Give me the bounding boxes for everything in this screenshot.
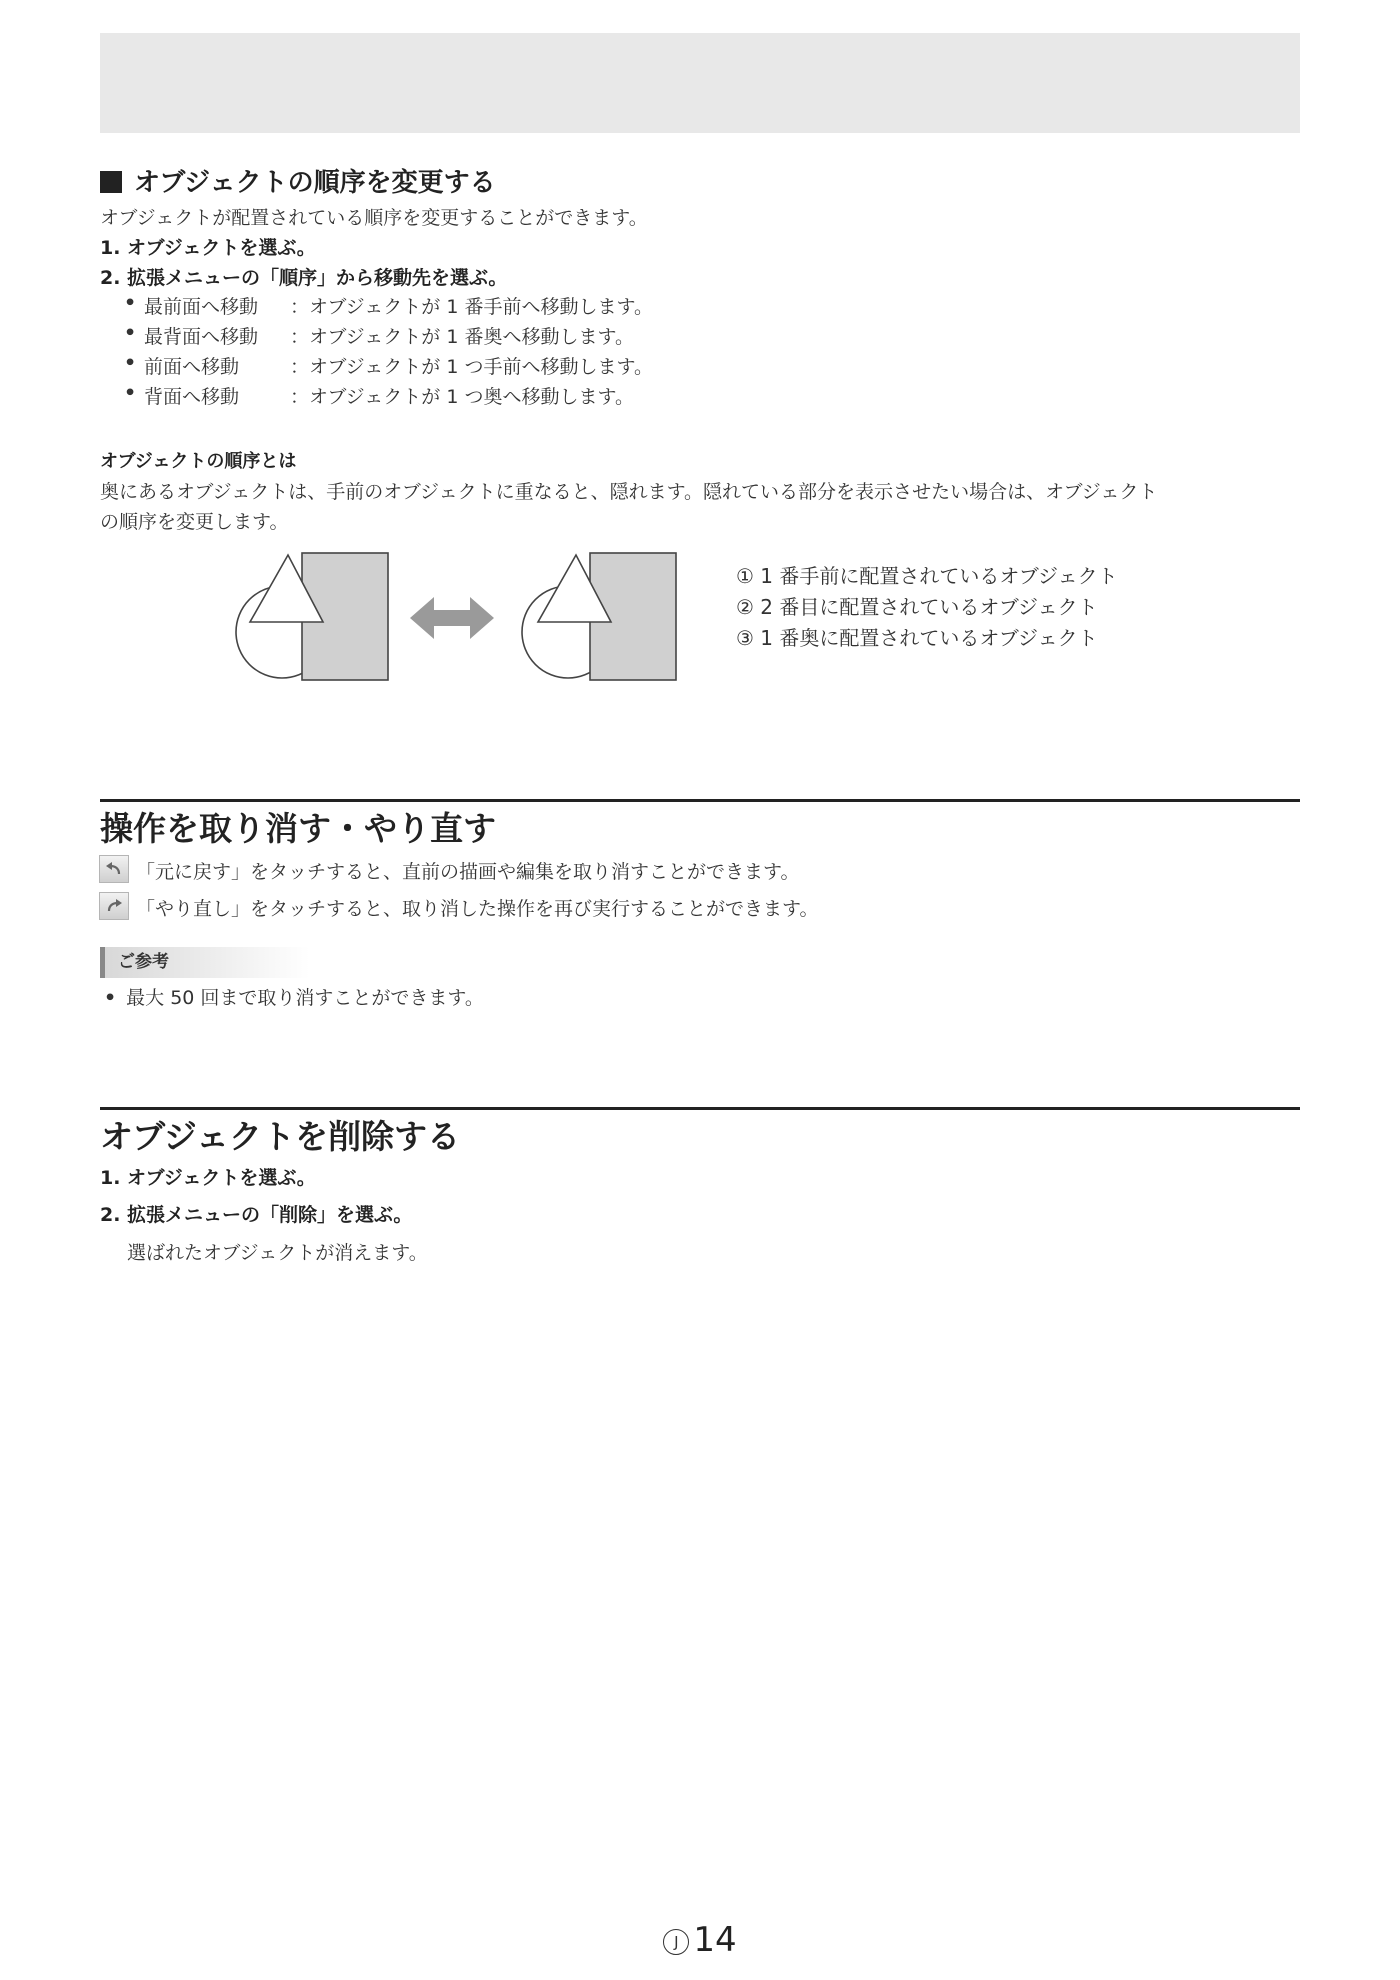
undo-icon	[104, 861, 124, 877]
order-diagram	[100, 545, 720, 685]
square-bullet-icon	[100, 171, 122, 193]
redo-icon	[104, 898, 124, 914]
redo-description: 「やり直し」をタッチすると、取り消した操作を再び実行することができます。	[136, 898, 819, 920]
list-item: • 前面へ移動 ：オブジェクトが 1 つ手前へ移動します。	[124, 352, 653, 378]
order-about-text-1: 奥にあるオブジェクトは、手前のオブジェクトに重なると、隠れます。隠れている部分を表示させたい場合は、オブジェクト	[100, 481, 1158, 503]
legend-item: ① 1 番手前に配置されているオブジェクト	[736, 564, 1118, 588]
legend-item: ③ 1 番奥に配置されているオブジェクト	[736, 626, 1098, 650]
list-item: • 最前面へ移動 ：オブジェクトが 1 番手前へ移動します。	[124, 292, 653, 318]
undo-description: 「元に戻す」をタッチすると、直前の描画や編集を取り消すことができます。	[136, 861, 800, 883]
order-about-title: オブジェクトの順序とは	[100, 451, 297, 472]
diagram-before	[236, 553, 388, 680]
language-mark: J	[663, 1929, 689, 1955]
undo-button[interactable]	[99, 855, 129, 883]
order-about-text-2: の順序を変更します。	[100, 511, 289, 533]
order-section-heading: オブジェクトの順序を変更する	[100, 162, 496, 199]
list-item: • 背面へ移動 ：オブジェクトが 1 つ奥へ移動します。	[124, 382, 634, 408]
undo-section-heading: 操作を取り消す・やり直す	[100, 809, 496, 848]
swap-arrow-icon	[410, 597, 494, 639]
delete-result: 選ばれたオブジェクトが消えます。	[127, 1242, 428, 1264]
redo-button[interactable]	[99, 892, 129, 920]
page-number: 14	[693, 1920, 737, 1960]
legend-item: ② 2 番目に配置されているオブジェクト	[736, 595, 1098, 619]
section-rule	[100, 1107, 1300, 1110]
order-options-list	[124, 292, 653, 412]
order-step-1: 1. オブジェクトを選ぶ。	[100, 237, 316, 259]
order-step-2: 2. 拡張メニューの「順序」から移動先を選ぶ。	[100, 267, 508, 289]
diagram-after	[522, 553, 676, 680]
note-item: • 最大 50 回まで取り消すことができます。	[104, 987, 484, 1009]
delete-section-heading: オブジェクトを削除する	[100, 1117, 461, 1156]
note-label: ご参考	[100, 947, 310, 978]
section-rule	[100, 799, 1300, 802]
page-footer	[0, 1920, 1400, 1960]
header-band	[100, 33, 1300, 133]
delete-step-1: 1. オブジェクトを選ぶ。	[100, 1167, 316, 1189]
order-intro: オブジェクトが配置されている順序を変更することができます。	[100, 207, 648, 229]
diagram-legend	[736, 560, 1118, 653]
delete-step-2: 2. 拡張メニューの「削除」を選ぶ。	[100, 1204, 413, 1226]
list-item: • 最背面へ移動 ：オブジェクトが 1 番奥へ移動します。	[124, 322, 634, 348]
